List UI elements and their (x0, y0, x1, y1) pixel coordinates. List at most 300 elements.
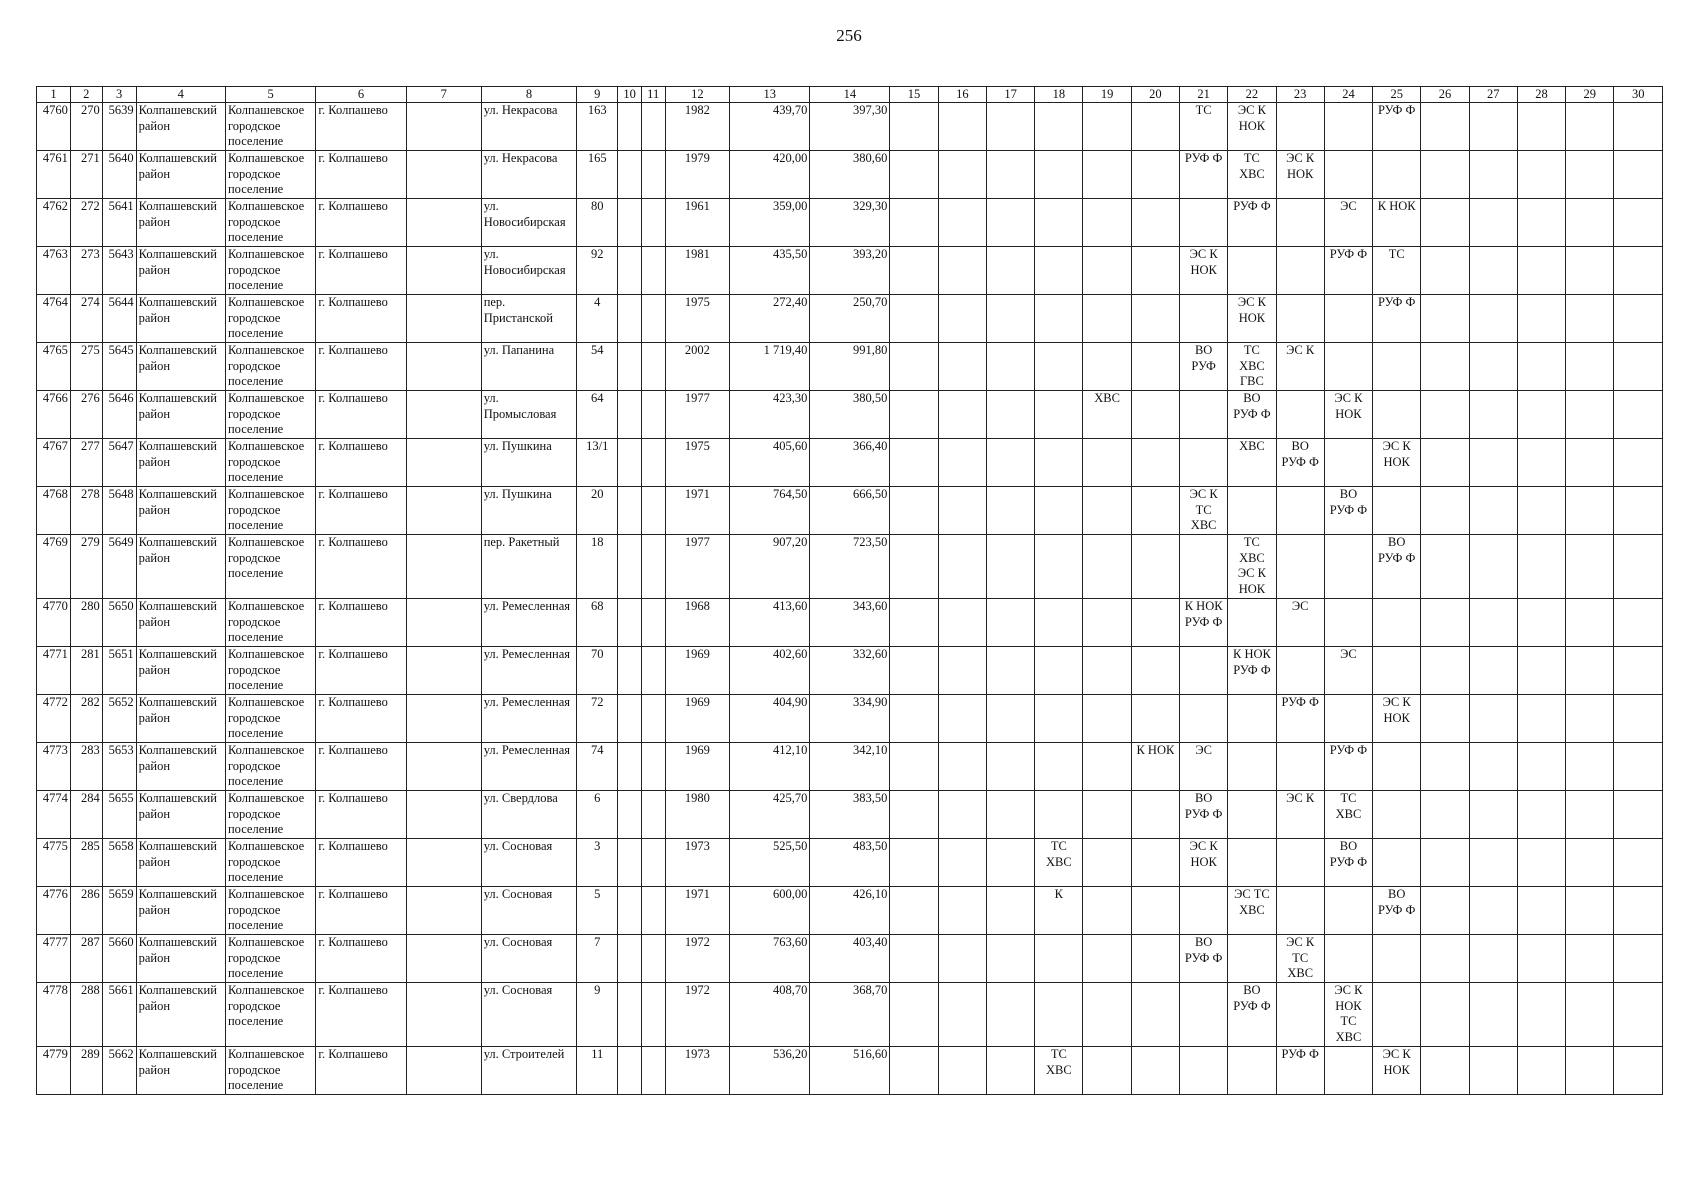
cell-col-3: 5651 (102, 647, 136, 695)
cell-col-7 (406, 439, 481, 487)
cell-col-9: 72 (577, 695, 618, 743)
work-cell-col-18 (1035, 391, 1083, 439)
column-header-28: 28 (1517, 87, 1565, 103)
cell-col-10 (618, 983, 642, 1047)
work-cell-col-17 (986, 343, 1034, 391)
cell-col-6: г. Колпашево (316, 1047, 406, 1095)
work-cell-col-19 (1083, 103, 1131, 151)
work-cell-col-25 (1373, 487, 1421, 535)
work-cell-col-24 (1324, 695, 1372, 743)
cell-col-4: Колпашевский район (136, 439, 225, 487)
work-cell-col-25: РУФ Ф (1373, 103, 1421, 151)
work-cell-col-24: РУФ Ф (1324, 743, 1372, 791)
work-cell-col-16 (938, 839, 986, 887)
cell-col-9: 70 (577, 647, 618, 695)
cell-col-5: Колпашевское городское поселение (225, 151, 315, 199)
work-cell-col-26 (1421, 935, 1469, 983)
work-cell-col-25: ЭС К НОК (1373, 695, 1421, 743)
cell-col-11 (641, 1047, 665, 1095)
work-cell-col-27 (1469, 887, 1517, 935)
work-cell-col-24: ЭС (1324, 199, 1372, 247)
work-cell-col-22 (1228, 839, 1276, 887)
work-cell-col-30 (1614, 103, 1663, 151)
cell-col-11 (641, 887, 665, 935)
cell-col-10 (618, 199, 642, 247)
work-cell-col-22 (1228, 791, 1276, 839)
work-cell-col-17 (986, 887, 1034, 935)
cell-col-9: 7 (577, 935, 618, 983)
cell-col-11 (641, 247, 665, 295)
cell-col-14: 368,70 (810, 983, 890, 1047)
cell-col-3: 5645 (102, 343, 136, 391)
column-header-2: 2 (70, 87, 102, 103)
work-cell-col-16 (938, 439, 986, 487)
column-header-4: 4 (136, 87, 225, 103)
work-cell-col-21 (1180, 1047, 1228, 1095)
work-cell-col-18 (1035, 343, 1083, 391)
work-cell-col-18 (1035, 935, 1083, 983)
column-header-3: 3 (102, 87, 136, 103)
work-cell-col-29 (1566, 839, 1614, 887)
cell-col-6: г. Колпашево (316, 599, 406, 647)
work-cell-col-22: ТС ХВС ЭС К НОК (1228, 535, 1276, 599)
cell-col-2: 278 (70, 487, 102, 535)
cell-col-14: 342,10 (810, 743, 890, 791)
cell-col-8: ул. Некрасова (481, 151, 577, 199)
work-cell-col-17 (986, 103, 1034, 151)
work-cell-col-29 (1566, 487, 1614, 535)
work-cell-col-18 (1035, 599, 1083, 647)
cell-col-1: 4772 (37, 695, 71, 743)
cell-col-11 (641, 103, 665, 151)
cell-col-10 (618, 1047, 642, 1095)
cell-col-4: Колпашевский район (136, 1047, 225, 1095)
work-cell-col-29 (1566, 935, 1614, 983)
column-header-1: 1 (37, 87, 71, 103)
cell-col-8: ул. Ремесленная (481, 695, 577, 743)
work-cell-col-21: ЭС К НОК (1180, 839, 1228, 887)
cell-col-4: Колпашевский район (136, 743, 225, 791)
cell-col-5: Колпашевское городское поселение (225, 199, 315, 247)
cell-col-3: 5646 (102, 391, 136, 439)
cell-col-2: 275 (70, 343, 102, 391)
work-cell-col-26 (1421, 295, 1469, 343)
work-cell-col-22 (1228, 695, 1276, 743)
column-header-23: 23 (1276, 87, 1324, 103)
work-cell-col-19 (1083, 439, 1131, 487)
work-cell-col-16 (938, 535, 986, 599)
cell-col-8: ул. Новосибирская (481, 247, 577, 295)
work-cell-col-28 (1517, 695, 1565, 743)
registry-table-container (36, 86, 1663, 1095)
cell-col-14: 666,50 (810, 487, 890, 535)
cell-col-12: 1975 (665, 295, 730, 343)
work-cell-col-15 (890, 1047, 938, 1095)
work-cell-col-27 (1469, 647, 1517, 695)
cell-col-7 (406, 743, 481, 791)
work-cell-col-23: ЭС К НОК (1276, 151, 1324, 199)
work-cell-col-30 (1614, 1047, 1663, 1095)
work-cell-col-27 (1469, 599, 1517, 647)
cell-col-9: 20 (577, 487, 618, 535)
cell-col-3: 5649 (102, 535, 136, 599)
work-cell-col-24: ВО РУФ Ф (1324, 487, 1372, 535)
cell-col-1: 4779 (37, 1047, 71, 1095)
table-row (37, 791, 1663, 839)
work-cell-col-16 (938, 487, 986, 535)
work-cell-col-24 (1324, 343, 1372, 391)
work-cell-col-17 (986, 599, 1034, 647)
work-cell-col-15 (890, 343, 938, 391)
cell-col-13: 439,70 (730, 103, 810, 151)
work-cell-col-22: ЭС К НОК (1228, 295, 1276, 343)
work-cell-col-17 (986, 439, 1034, 487)
cell-col-4: Колпашевский район (136, 791, 225, 839)
work-cell-col-24 (1324, 151, 1372, 199)
cell-col-13: 435,50 (730, 247, 810, 295)
work-cell-col-17 (986, 295, 1034, 343)
cell-col-12: 1971 (665, 887, 730, 935)
work-cell-col-30 (1614, 487, 1663, 535)
work-cell-col-17 (986, 695, 1034, 743)
work-cell-col-19 (1083, 151, 1131, 199)
cell-col-13: 423,30 (730, 391, 810, 439)
work-cell-col-18 (1035, 151, 1083, 199)
cell-col-6: г. Колпашево (316, 487, 406, 535)
work-cell-col-23 (1276, 743, 1324, 791)
cell-col-7 (406, 695, 481, 743)
cell-col-7 (406, 487, 481, 535)
work-cell-col-30 (1614, 247, 1663, 295)
cell-col-10 (618, 103, 642, 151)
cell-col-4: Колпашевский район (136, 199, 225, 247)
cell-col-2: 279 (70, 535, 102, 599)
cell-col-6: г. Колпашево (316, 247, 406, 295)
cell-col-13: 907,20 (730, 535, 810, 599)
cell-col-14: 516,60 (810, 1047, 890, 1095)
cell-col-7 (406, 247, 481, 295)
work-cell-col-16 (938, 199, 986, 247)
table-row (37, 935, 1663, 983)
work-cell-col-17 (986, 791, 1034, 839)
work-cell-col-29 (1566, 247, 1614, 295)
work-cell-col-19 (1083, 599, 1131, 647)
work-cell-col-15 (890, 247, 938, 295)
work-cell-col-16 (938, 343, 986, 391)
work-cell-col-30 (1614, 935, 1663, 983)
work-cell-col-19 (1083, 695, 1131, 743)
work-cell-col-28 (1517, 535, 1565, 599)
cell-col-10 (618, 151, 642, 199)
work-cell-col-15 (890, 295, 938, 343)
cell-col-4: Колпашевский район (136, 887, 225, 935)
work-cell-col-20 (1131, 887, 1179, 935)
work-cell-col-25: ЭС К НОК (1373, 439, 1421, 487)
cell-col-14: 397,30 (810, 103, 890, 151)
work-cell-col-22: ЭС ТС ХВС (1228, 887, 1276, 935)
work-cell-col-22: К НОК РУФ Ф (1228, 647, 1276, 695)
cell-col-3: 5661 (102, 983, 136, 1047)
work-cell-col-25: ТС (1373, 247, 1421, 295)
cell-col-12: 1971 (665, 487, 730, 535)
cell-col-13: 1 719,40 (730, 343, 810, 391)
cell-col-5: Колпашевское городское поселение (225, 103, 315, 151)
work-cell-col-25 (1373, 839, 1421, 887)
work-cell-col-26 (1421, 983, 1469, 1047)
cell-col-9: 5 (577, 887, 618, 935)
cell-col-12: 1973 (665, 1047, 730, 1095)
cell-col-1: 4766 (37, 391, 71, 439)
cell-col-12: 1982 (665, 103, 730, 151)
cell-col-7 (406, 343, 481, 391)
work-cell-col-17 (986, 647, 1034, 695)
work-cell-col-25 (1373, 743, 1421, 791)
cell-col-8: ул. Ремесленная (481, 599, 577, 647)
work-cell-col-30 (1614, 647, 1663, 695)
work-cell-col-24 (1324, 535, 1372, 599)
cell-col-11 (641, 935, 665, 983)
cell-col-12: 1981 (665, 247, 730, 295)
work-cell-col-23 (1276, 391, 1324, 439)
work-cell-col-21: ЭС К ТС ХВС (1180, 487, 1228, 535)
work-cell-col-29 (1566, 695, 1614, 743)
cell-col-5: Колпашевское городское поселение (225, 887, 315, 935)
column-header-22: 22 (1228, 87, 1276, 103)
work-cell-col-30 (1614, 599, 1663, 647)
cell-col-6: г. Колпашево (316, 887, 406, 935)
cell-col-14: 250,70 (810, 295, 890, 343)
work-cell-col-30 (1614, 983, 1663, 1047)
work-cell-col-20 (1131, 343, 1179, 391)
cell-col-4: Колпашевский район (136, 935, 225, 983)
work-cell-col-21 (1180, 439, 1228, 487)
work-cell-col-22: ВО РУФ Ф (1228, 983, 1276, 1047)
column-header-30: 30 (1614, 87, 1663, 103)
cell-col-1: 4777 (37, 935, 71, 983)
work-cell-col-16 (938, 695, 986, 743)
work-cell-col-23: ЭС (1276, 599, 1324, 647)
work-cell-col-29 (1566, 295, 1614, 343)
cell-col-1: 4767 (37, 439, 71, 487)
work-cell-col-27 (1469, 391, 1517, 439)
cell-col-12: 1969 (665, 695, 730, 743)
work-cell-col-24: ТС ХВС (1324, 791, 1372, 839)
cell-col-2: 274 (70, 295, 102, 343)
work-cell-col-25 (1373, 343, 1421, 391)
work-cell-col-29 (1566, 887, 1614, 935)
work-cell-col-18: К (1035, 887, 1083, 935)
cell-col-9: 11 (577, 1047, 618, 1095)
work-cell-col-20 (1131, 695, 1179, 743)
work-cell-col-15 (890, 487, 938, 535)
work-cell-col-20 (1131, 1047, 1179, 1095)
cell-col-14: 991,80 (810, 343, 890, 391)
work-cell-col-28 (1517, 487, 1565, 535)
work-cell-col-21: ВО РУФ Ф (1180, 935, 1228, 983)
cell-col-6: г. Колпашево (316, 343, 406, 391)
cell-col-3: 5652 (102, 695, 136, 743)
work-cell-col-30 (1614, 151, 1663, 199)
work-cell-col-22 (1228, 935, 1276, 983)
cell-col-12: 1975 (665, 439, 730, 487)
cell-col-1: 4764 (37, 295, 71, 343)
work-cell-col-18 (1035, 439, 1083, 487)
cell-col-5: Колпашевское городское поселение (225, 599, 315, 647)
work-cell-col-22: ХВС (1228, 439, 1276, 487)
cell-col-6: г. Колпашево (316, 535, 406, 599)
work-cell-col-29 (1566, 647, 1614, 695)
cell-col-1: 4765 (37, 343, 71, 391)
column-header-14: 14 (810, 87, 890, 103)
work-cell-col-25 (1373, 791, 1421, 839)
cell-col-10 (618, 599, 642, 647)
work-cell-col-26 (1421, 439, 1469, 487)
work-cell-col-24 (1324, 439, 1372, 487)
cell-col-6: г. Колпашево (316, 103, 406, 151)
cell-col-3: 5650 (102, 599, 136, 647)
work-cell-col-16 (938, 1047, 986, 1095)
work-cell-col-20 (1131, 391, 1179, 439)
work-cell-col-29 (1566, 743, 1614, 791)
work-cell-col-28 (1517, 103, 1565, 151)
cell-col-6: г. Колпашево (316, 151, 406, 199)
table-row (37, 983, 1663, 1047)
cell-col-6: г. Колпашево (316, 743, 406, 791)
cell-col-1: 4761 (37, 151, 71, 199)
work-cell-col-27 (1469, 151, 1517, 199)
table-row (37, 887, 1663, 935)
cell-col-10 (618, 935, 642, 983)
cell-col-14: 332,60 (810, 647, 890, 695)
cell-col-11 (641, 151, 665, 199)
cell-col-9: 64 (577, 391, 618, 439)
work-cell-col-27 (1469, 439, 1517, 487)
work-cell-col-18 (1035, 199, 1083, 247)
column-header-8: 8 (481, 87, 577, 103)
cell-col-4: Колпашевский район (136, 391, 225, 439)
work-cell-col-28 (1517, 839, 1565, 887)
cell-col-3: 5644 (102, 295, 136, 343)
work-cell-col-20 (1131, 791, 1179, 839)
cell-col-11 (641, 743, 665, 791)
cell-col-5: Колпашевское городское поселение (225, 1047, 315, 1095)
work-cell-col-16 (938, 647, 986, 695)
cell-col-7 (406, 1047, 481, 1095)
cell-col-2: 289 (70, 1047, 102, 1095)
cell-col-11 (641, 839, 665, 887)
work-cell-col-24: ЭС К НОК (1324, 391, 1372, 439)
work-cell-col-20 (1131, 199, 1179, 247)
work-cell-col-28 (1517, 935, 1565, 983)
work-cell-col-21 (1180, 695, 1228, 743)
work-cell-col-19 (1083, 487, 1131, 535)
cell-col-8: ул. Сосновая (481, 839, 577, 887)
work-cell-col-28 (1517, 647, 1565, 695)
cell-col-8: ул. Некрасова (481, 103, 577, 151)
cell-col-13: 763,60 (730, 935, 810, 983)
work-cell-col-25: ВО РУФ Ф (1373, 887, 1421, 935)
work-cell-col-19 (1083, 743, 1131, 791)
work-cell-col-24: РУФ Ф (1324, 247, 1372, 295)
work-cell-col-25 (1373, 983, 1421, 1047)
cell-col-1: 4768 (37, 487, 71, 535)
table-row (37, 535, 1663, 599)
cell-col-3: 5648 (102, 487, 136, 535)
work-cell-col-22 (1228, 247, 1276, 295)
cell-col-12: 1969 (665, 647, 730, 695)
work-cell-col-28 (1517, 599, 1565, 647)
cell-col-5: Колпашевское городское поселение (225, 647, 315, 695)
work-cell-col-26 (1421, 151, 1469, 199)
column-header-20: 20 (1131, 87, 1179, 103)
work-cell-col-19: ХВС (1083, 391, 1131, 439)
cell-col-13: 272,40 (730, 295, 810, 343)
work-cell-col-20 (1131, 439, 1179, 487)
cell-col-11 (641, 487, 665, 535)
cell-col-7 (406, 647, 481, 695)
cell-col-10 (618, 887, 642, 935)
cell-col-1: 4760 (37, 103, 71, 151)
cell-col-5: Колпашевское городское поселение (225, 535, 315, 599)
cell-col-14: 380,60 (810, 151, 890, 199)
work-cell-col-25 (1373, 151, 1421, 199)
cell-col-11 (641, 647, 665, 695)
cell-col-4: Колпашевский район (136, 247, 225, 295)
work-cell-col-18 (1035, 487, 1083, 535)
cell-col-7 (406, 839, 481, 887)
cell-col-8: ул. Сосновая (481, 935, 577, 983)
cell-col-7 (406, 599, 481, 647)
cell-col-2: 273 (70, 247, 102, 295)
cell-col-8: ул. Строителей (481, 1047, 577, 1095)
work-cell-col-21 (1180, 887, 1228, 935)
work-cell-col-18 (1035, 695, 1083, 743)
cell-col-3: 5639 (102, 103, 136, 151)
work-cell-col-30 (1614, 887, 1663, 935)
cell-col-2: 288 (70, 983, 102, 1047)
work-cell-col-21: ВО РУФ (1180, 343, 1228, 391)
work-cell-col-17 (986, 983, 1034, 1047)
work-cell-col-16 (938, 983, 986, 1047)
cell-col-12: 1968 (665, 599, 730, 647)
work-cell-col-27 (1469, 983, 1517, 1047)
work-cell-col-15 (890, 647, 938, 695)
cell-col-3: 5659 (102, 887, 136, 935)
cell-col-14: 403,40 (810, 935, 890, 983)
work-cell-col-29 (1566, 343, 1614, 391)
work-cell-col-15 (890, 439, 938, 487)
cell-col-10 (618, 487, 642, 535)
work-cell-col-30 (1614, 535, 1663, 599)
cell-col-8: ул. Свердлова (481, 791, 577, 839)
work-cell-col-15 (890, 935, 938, 983)
cell-col-7 (406, 103, 481, 151)
work-cell-col-22 (1228, 487, 1276, 535)
cell-col-7 (406, 391, 481, 439)
work-cell-col-17 (986, 199, 1034, 247)
work-cell-col-24: ЭС (1324, 647, 1372, 695)
cell-col-4: Колпашевский район (136, 343, 225, 391)
cell-col-8: ул. Ремесленная (481, 647, 577, 695)
cell-col-10 (618, 295, 642, 343)
work-cell-col-26 (1421, 247, 1469, 295)
work-cell-col-29 (1566, 151, 1614, 199)
housing-registry-table (36, 86, 1663, 1095)
work-cell-col-23: ЭС К (1276, 343, 1324, 391)
work-cell-col-30 (1614, 839, 1663, 887)
table-row (37, 647, 1663, 695)
work-cell-col-30 (1614, 343, 1663, 391)
